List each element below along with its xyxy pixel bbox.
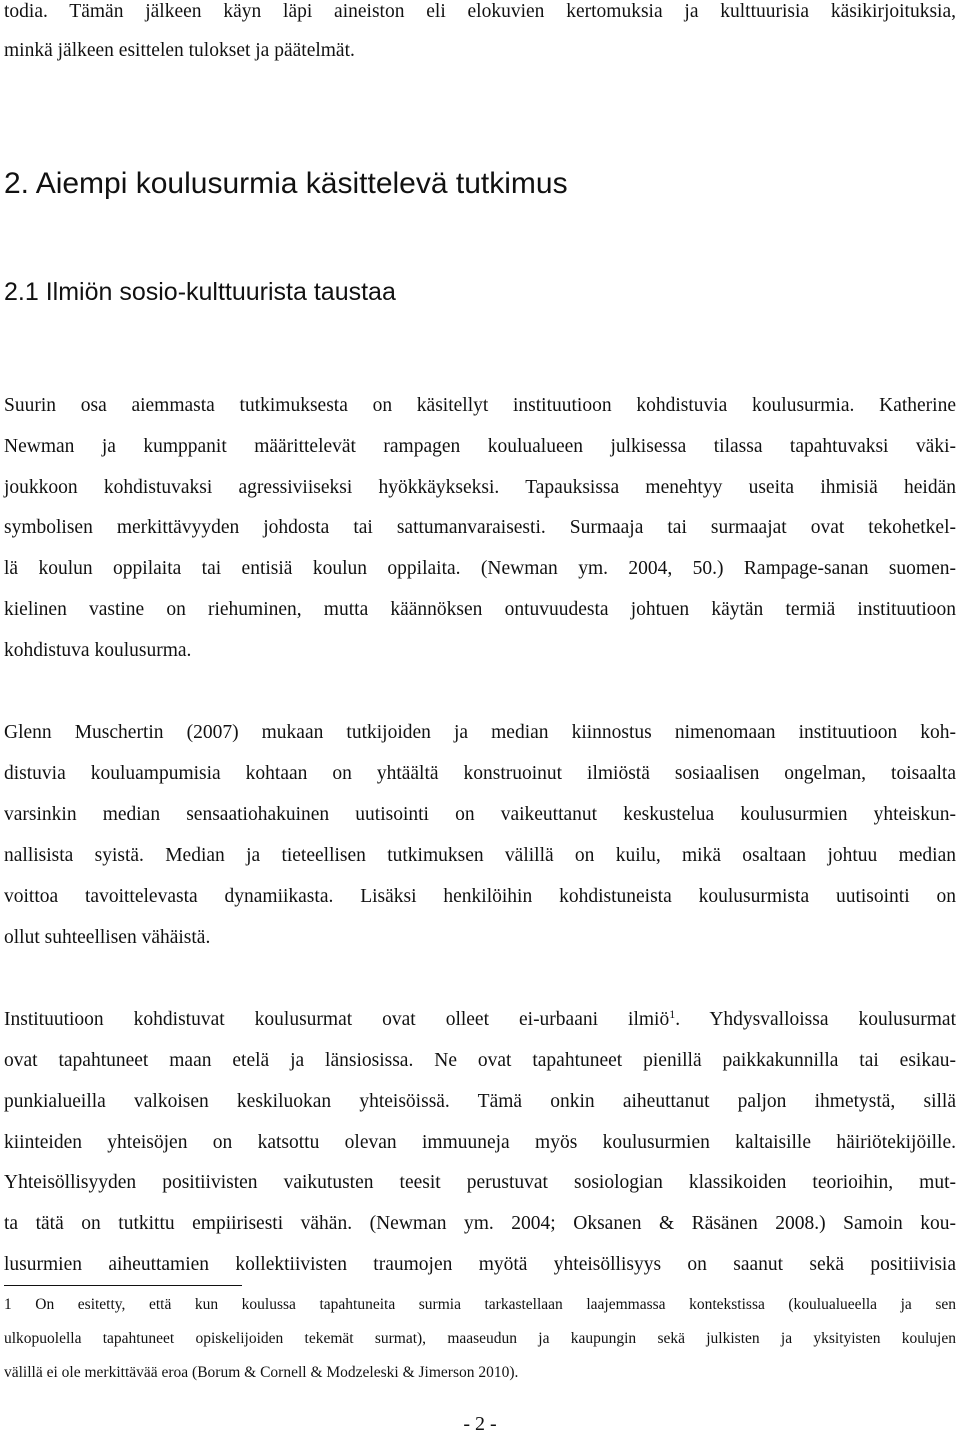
paragraph-line: joukkoon kohdistuvaksi agressiviiseksi hyökkäykseksi. Tapauksissa menehtyy useita ihmisiä heidän xyxy=(4,477,956,498)
footnote-line: välillä ei ole merkittävää eroa (Borum & Cornell & Modzeleski & Jimerson 2010). xyxy=(4,1364,519,1381)
paragraph-text: Instituutioon kohdistuvat koulusurmat ovat olleet ei-urbaani ilmiö xyxy=(4,1009,670,1030)
intro-line: todia. Tämän jälkeen käyn läpi aineiston eli elokuvien kertomuksia ja kulttuurisia käsikirjoituksia, xyxy=(4,1,956,22)
paragraph-line: kohdistuva koulusurma. xyxy=(4,640,192,661)
footnote-line: ulkopuolella tapahtuneet opiskelijoiden tekemät surmat), maaseudun ja kaupungin sekä julkisten ja yksityisten koulujen xyxy=(4,1330,956,1347)
paragraph-line: punkialueilla valkoisen keskiluokan yhteisöissä. Tämä onkin aiheuttanut paljon ihmetystä, sillä xyxy=(4,1091,956,1112)
paragraph-line: Suurin osa aiemmasta tutkimuksesta on käsitellyt instituutioon kohdistuvia koulusurmia. Katherine xyxy=(4,395,956,416)
paragraph-line: Newman ja kumppanit määrittelevät rampagen koulualueen julkisessa tilassa tapahtuvaksi väki- xyxy=(4,436,956,457)
footnote-reference: 1 xyxy=(669,1007,676,1021)
section-heading: 2. Aiempi koulusurmia käsittelevä tutkimus xyxy=(4,167,568,200)
page-number: - 2 - xyxy=(463,1413,497,1435)
footnote-line: 1 On esitetty, että kun koulussa tapahtuneita surmia tarkastellaan laajemmassa kontekstissa (koulualueella ja sen xyxy=(4,1296,956,1313)
intro-line: minkä jälkeen esittelen tulokset ja päätelmät. xyxy=(4,40,355,61)
paragraph-line: varsinkin median sensaatiohakuinen uutisointi on vaikeuttanut keskustelua koulusurmien yhteiskun- xyxy=(4,804,956,825)
paragraph-line: ta tätä on tutkittu empiirisesti vähän. (Newman ym. 2004; Oksanen & Räsänen 2008.) Samoin kou- xyxy=(4,1213,956,1234)
paragraph-line: lusurmien aiheuttamien kollektiivisten traumojen myötä yhteisöllisyys on saanut sekä positiivisia xyxy=(4,1254,956,1275)
paragraph-line: Yhteisöllisyyden positiivisten vaikutusten teesit perustuvat sosiologian klassikoiden teorioihin, mut- xyxy=(4,1172,956,1193)
paragraph-line xyxy=(4,1008,956,1032)
paragraph-line: kielinen vastine on riehuminen, mutta käännöksen ontuvuudesta johtuen käytän termiä instituutioon xyxy=(4,599,956,620)
paragraph-line: voittoa tavoittelevasta dynamiikasta. Lisäksi henkilöihin kohdistuneista koulusurmista uutisointi on xyxy=(4,886,956,907)
paragraph-line: ovat tapahtuneet maan etelä ja länsiosissa. Ne ovat tapahtuneet pienillä paikkakunnilla tai esikau- xyxy=(4,1050,956,1071)
paragraph-line: kiinteiden yhteisöjen on katsottu olevan immuuneja myös koulusurmien kaltaisille häiriötekijöille. xyxy=(4,1132,956,1153)
subsection-heading: 2.1 Ilmiön sosio-kulttuurista taustaa xyxy=(4,278,396,306)
paragraph-line: distuvia kouluampumisia kohtaan on yhtäältä konstruoinut ilmiöstä sosiaalisen ongelman, toisaalta xyxy=(4,763,956,784)
paragraph-text: . Yhdysvalloissa koulusurmat xyxy=(675,1009,956,1030)
paragraph-line: lä koulun oppilaita tai entisiä koulun oppilaita. (Newman ym. 2004, 50.) Rampage-sanan suomen- xyxy=(4,558,956,579)
paragraph-line: ollut suhteellisen vähäistä. xyxy=(4,927,211,948)
paragraph-line: symbolisen merkittävyyden johdosta tai sattumanvaraisesti. Surmaaja tai surmaajat ovat tekohetkel- xyxy=(4,517,956,538)
footnote-divider xyxy=(4,1285,242,1286)
paragraph-line: Glenn Muschertin (2007) mukaan tutkijoiden ja median kiinnostus nimenomaan instituutioon koh- xyxy=(4,722,956,743)
paragraph-line: nallisista syistä. Median ja tieteellisen tutkimuksen välillä on kuilu, mikä osaltaan johtuu median xyxy=(4,845,956,866)
